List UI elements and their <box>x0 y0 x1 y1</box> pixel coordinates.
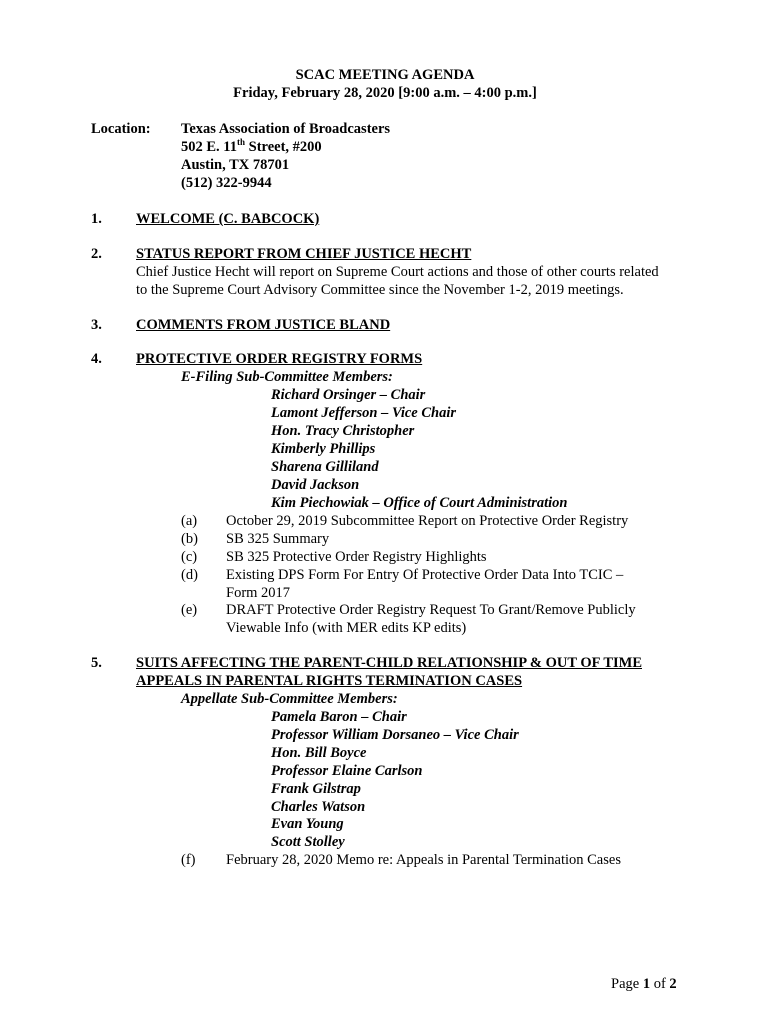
item-4-member: Hon. Tracy Christopher <box>271 423 415 439</box>
item-5-title-line-1: SUITS AFFECTING THE PARENT-CHILD RELATIONSHIP & OUT OF TIME <box>136 655 642 671</box>
subitem-c-letter: (c) <box>181 549 198 565</box>
subitem-f-letter: (f) <box>181 852 196 868</box>
item-4-number: 4. <box>91 351 102 367</box>
item-5-member: Frank Gilstrap <box>271 781 361 797</box>
item-4-title: PROTECTIVE ORDER REGISTRY FORMS <box>136 351 423 367</box>
item-5-member: Hon. Bill Boyce <box>271 745 367 761</box>
location-name: Texas Association of Broadcasters <box>181 121 391 137</box>
subitem-b-letter: (b) <box>181 531 198 547</box>
street-suffix: Street, #200 <box>245 139 322 155</box>
street-prefix: 502 E. 11 <box>181 139 237 155</box>
item-5-member: Charles Watson <box>271 799 366 815</box>
page-word: Page <box>611 976 643 992</box>
item-4-committee-label: E-Filing Sub-Committee Members: <box>181 369 393 385</box>
item-5-member: Professor William Dorsaneo – Vice Chair <box>271 727 519 743</box>
item-5-title-line-2: APPEALS IN PARENTAL RIGHTS TERMINATION CASES <box>136 673 523 689</box>
item-5-member: Scott Stolley <box>271 834 345 850</box>
page-current: 1 <box>642 976 651 992</box>
location-phone: (512) 322-9944 <box>181 175 272 191</box>
item-5-member: Professor Elaine Carlson <box>271 763 423 779</box>
item-4-member: Kim Piechowiak – Office of Court Administration <box>271 495 568 511</box>
subitem-d-letter: (d) <box>181 567 198 583</box>
item-1-number: 1. <box>91 211 102 227</box>
item-2-title: STATUS REPORT FROM CHIEF JUSTICE HECHT <box>136 246 472 262</box>
subitem-e-text-line-2: Viewable Info (with MER edits KP edits) <box>226 620 467 636</box>
item-4-member: Lamont Jefferson – Vice Chair <box>271 405 457 421</box>
item-1-title: WELCOME (C. BABCOCK) <box>136 211 320 227</box>
subitem-e-text-line-1: DRAFT Protective Order Registry Request To Grant/Remove Publicly <box>226 602 636 618</box>
subitem-c-text: SB 325 Protective Order Registry Highlights <box>226 549 487 565</box>
item-5-member: Pamela Baron – Chair <box>271 709 407 725</box>
item-4-member: David Jackson <box>271 477 360 493</box>
item-2-description-line-1: Chief Justice Hecht will report on Supreme Court actions and those of other courts related <box>136 264 659 280</box>
item-2-number: 2. <box>91 246 102 262</box>
subitem-a-letter: (a) <box>181 513 198 529</box>
subitem-b-text: SB 325 Summary <box>226 531 330 547</box>
subitem-a-text: October 29, 2019 Subcommittee Report on Protective Order Registry <box>226 513 629 529</box>
agenda-title: SCAC MEETING AGENDA <box>295 67 475 83</box>
page-number <box>611 975 677 993</box>
location-street <box>181 138 322 156</box>
item-5-member: Evan Young <box>271 816 344 832</box>
street-ordinal: th <box>237 137 246 148</box>
page-total: 2 <box>669 976 677 992</box>
item-4-member: Kimberly Phillips <box>271 441 376 457</box>
page-of-word: of <box>650 976 670 992</box>
location-city: Austin, TX 78701 <box>181 157 290 173</box>
location-label: Location: <box>91 121 151 137</box>
item-5-number: 5. <box>91 655 102 671</box>
item-4-member: Richard Orsinger – Chair <box>271 387 426 403</box>
item-2-description-line-2: to the Supreme Court Advisory Committee since the November 1-2, 2019 meetings. <box>136 282 624 298</box>
meeting-date: Friday, February 28, 2020 [9:00 a.m. – 4:00 p.m.] <box>233 85 537 101</box>
subitem-e-letter: (e) <box>181 602 198 618</box>
item-3-title: COMMENTS FROM JUSTICE BLAND <box>136 317 391 333</box>
item-5-committee-label: Appellate Sub-Committee Members: <box>181 691 398 707</box>
subitem-d-text-line-2: Form 2017 <box>226 585 291 601</box>
item-4-member: Sharena Gilliland <box>271 459 379 475</box>
subitem-d-text-line-1: Existing DPS Form For Entry Of Protective Order Data Into TCIC – <box>226 567 624 583</box>
item-3-number: 3. <box>91 317 102 333</box>
subitem-f-text: February 28, 2020 Memo re: Appeals in Parental Termination Cases <box>226 852 621 868</box>
